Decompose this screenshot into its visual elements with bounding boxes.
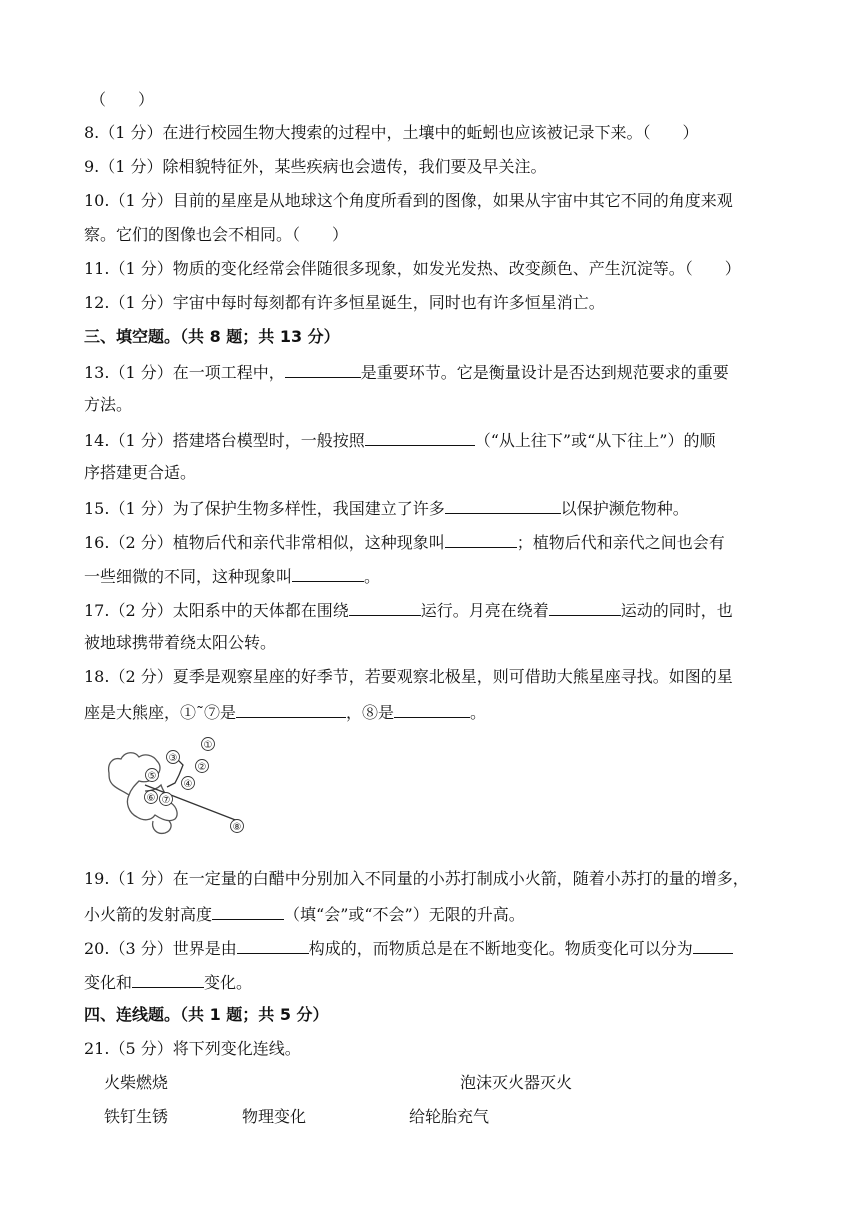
label-2: ② <box>197 762 207 773</box>
question-21: 21.（5 分）将下列变化连线。 <box>84 1039 301 1058</box>
question-15-text-b: 以保护濒危物种。 <box>560 499 689 518</box>
question-20-text-d: 变化。 <box>204 973 253 992</box>
question-20-line-1 <box>84 937 733 959</box>
answer-blank[interactable] <box>212 903 284 920</box>
label-6: ⑥ <box>146 793 156 804</box>
question-8: 8.（1 分）在进行校园生物大搜索的过程中，土壤中的蚯蚓也应该被记录下来。（ ） <box>84 123 699 142</box>
label-7: ⑦ <box>161 795 171 806</box>
answer-blank[interactable] <box>365 429 475 446</box>
question-19-line-1: 19.（1 分）在一定量的白醋中分别加入不同量的小苏打制成小火箭，随着小苏打的量的增多， <box>84 869 749 888</box>
question-14-line-1 <box>84 429 715 451</box>
label-8: ⑧ <box>232 822 242 833</box>
question-15-text-a: 15.（1 分）为了保护生物多样性，我国建立了许多 <box>84 499 445 518</box>
question-17-line-2: 被地球携带着绕太阳公转。 <box>84 633 277 652</box>
matching-right-item-1[interactable]: 泡沫灭火器灭火 <box>460 1073 573 1092</box>
label-1: ① <box>203 740 213 751</box>
matching-middle-item[interactable]: 物理变化 <box>242 1107 307 1126</box>
question-13-line-1 <box>84 361 729 383</box>
section-4-heading: 四、连线题。（共 1 题；共 5 分） <box>84 1005 329 1024</box>
pointer-line <box>145 785 238 821</box>
question-16-text-c: 一些细微的不同，这种现象叫 <box>84 567 293 586</box>
label-3: ③ <box>168 753 178 764</box>
question-20-line-2 <box>84 971 252 993</box>
question-19-line-2 <box>84 903 525 925</box>
answer-blank[interactable] <box>394 701 470 718</box>
answer-blank[interactable] <box>292 565 364 582</box>
question-16-text-b: ；植物后代和亲代之间也会有 <box>516 533 725 552</box>
label-4: ④ <box>183 779 193 790</box>
question-17-text-b: 运行。月亮在绕着 <box>420 601 549 620</box>
question-19-text-a: 小火箭的发射高度 <box>84 905 213 924</box>
question-16-text-a: 16.（2 分）植物后代和亲代非常相似，这种现象叫 <box>84 533 445 552</box>
question-16-text-d: 。 <box>364 567 381 586</box>
question-13-line-2: 方法。 <box>84 395 133 414</box>
bear-paw <box>153 821 171 833</box>
question-18-text-b: ，⑧是 <box>346 703 395 722</box>
answer-blank[interactable] <box>693 937 733 954</box>
question-13-text-b: 是重要环节。它是衡量设计是否达到规范要求的重要 <box>360 363 729 382</box>
question-19-text-b: （填“会”或“不会”）无限的升高。 <box>284 905 525 924</box>
question-20-text-b: 构成的，而物质总是在不断地变化。物质变化可以分为 <box>308 939 693 958</box>
answer-blank[interactable] <box>285 361 361 378</box>
answer-blank[interactable] <box>237 937 309 954</box>
answer-blank[interactable] <box>349 599 421 616</box>
question-12: 12.（1 分）宇宙中每时每刻都有许多恒星诞生，同时也有许多恒星消亡。 <box>84 293 605 312</box>
answer-bracket: （ ） <box>90 90 155 109</box>
answer-blank[interactable] <box>445 497 561 514</box>
answer-blank[interactable] <box>132 971 204 988</box>
question-17-line-1 <box>84 599 733 621</box>
answer-blank[interactable] <box>549 599 621 616</box>
question-18-line-1: 18.（2 分）夏季是观察星座的好季节，若要观察北极星，则可借助大熊星座寻找。如图的星 <box>84 667 733 686</box>
answer-blank[interactable] <box>236 701 346 718</box>
question-20-text-c: 变化和 <box>84 973 133 992</box>
question-10-line-1: 10.（1 分）目前的星座是从地球这个角度所看到的图像，如果从宇宙中其它不同的角度来观 <box>84 191 733 210</box>
big-dipper-figure <box>105 733 250 837</box>
question-17-text-a: 17.（2 分）太阳系中的天体都在围绕 <box>84 601 349 620</box>
label-5: ⑤ <box>147 771 157 782</box>
question-18-line-2 <box>84 701 486 723</box>
question-20-text-a: 20.（3 分）世界是由 <box>84 939 237 958</box>
section-3-heading: 三、填空题。（共 8 题；共 13 分） <box>84 327 340 346</box>
question-14-text-a: 14.（1 分）搭建塔台模型时，一般按照 <box>84 431 365 450</box>
question-17-text-c: 运动的同时，也 <box>620 601 733 620</box>
answer-blank[interactable] <box>445 531 517 548</box>
question-13-text-a: 13.（1 分）在一项工程中， <box>84 363 285 382</box>
question-16-line-1 <box>84 531 725 553</box>
question-11: 11.（1 分）物质的变化经常会伴随很多现象，如发光发热、改变颜色、产生沉淀等。（ ） <box>84 259 741 278</box>
question-9: 9.（1 分）除相貌特征外，某些疾病也会遗传，我们要及早关注。 <box>84 157 547 176</box>
question-14-text-b: （“从上往下”或“从下往上”）的顺 <box>474 431 716 450</box>
matching-right-item-2[interactable]: 给轮胎充气 <box>409 1107 490 1126</box>
matching-left-item-1[interactable]: 火柴燃烧 <box>104 1073 169 1092</box>
question-15 <box>84 497 689 519</box>
question-16-line-2 <box>84 565 380 587</box>
question-14-line-2: 序搭建更合适。 <box>84 463 197 482</box>
question-18-text-c: 。 <box>470 703 487 722</box>
question-10-line-2: 察。它们的图像也会不相同。（ ） <box>84 225 349 244</box>
question-18-text-a: 座是大熊座，①˜⑦是 <box>84 703 237 722</box>
matching-left-item-2[interactable]: 铁钉生锈 <box>104 1107 169 1126</box>
